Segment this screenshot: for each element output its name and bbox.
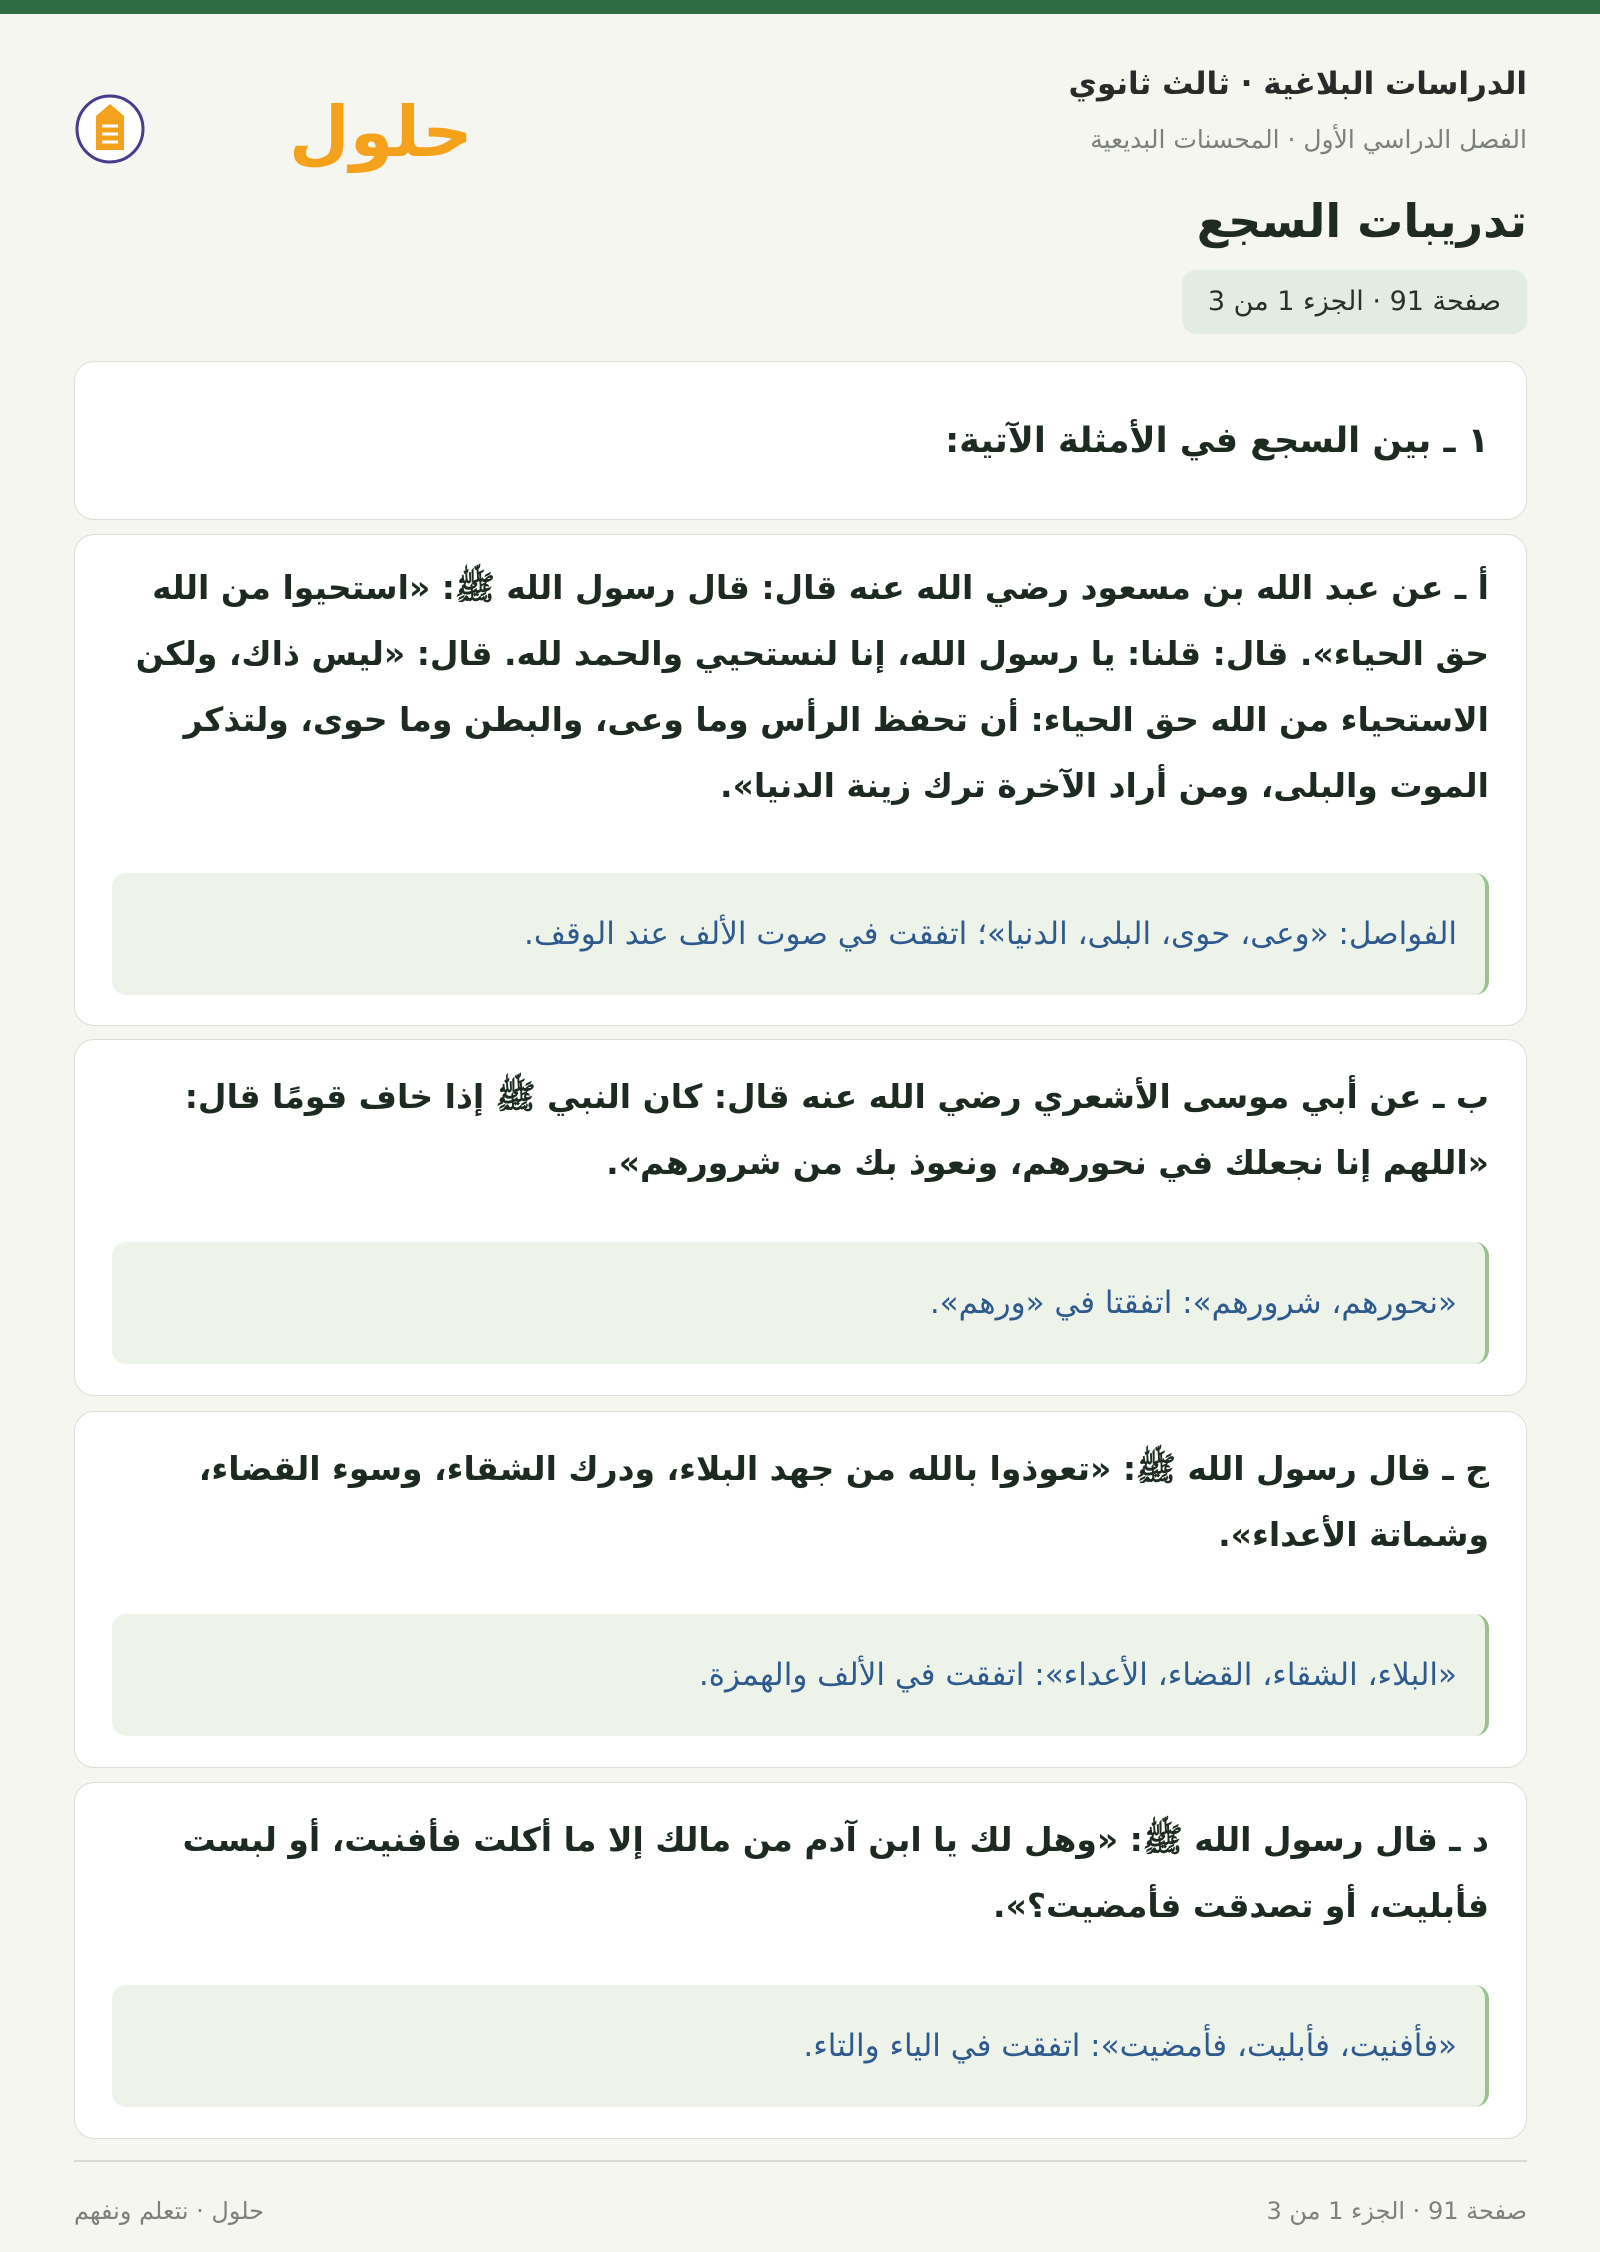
course-title: الدراسات البلاغية · ثالث ثانوي [1068,66,1527,102]
page-badge: صفحة 91 · الجزء 1 من 3 [1182,270,1527,334]
example-card-a [74,534,1527,1026]
answer-note-d: «فأفنيت، فأبليت، فأمضيت»: اتفقت في الياء والتاء. [112,1985,1489,2107]
brand-logo[interactable] [74,74,473,174]
example-text-b: ب ـ عن أبي موسى الأشعري رضي الله عنه قال: كان النبي ﷺ إذا خاف قومًا قال: «اللهم إنا نجعلك في نحورهم، ونعوذ بك من شرورهم». [184,1077,1489,1182]
course-subtitle: الفصل الدراسي الأول · المحسنات البديعية [1090,125,1527,154]
page-title: تدريبات السجع [1196,194,1527,248]
example-text-d: د ـ قال رسول الله ﷺ: «وهل لك يا ابن آدم من مالك إلا ما أكلت فأفنيت، أو لبست فأبليت، أو تصدقت فأمضيت؟». [182,1820,1489,1925]
page-header [74,62,1527,172]
question-prompt: ١ ـ بين السجع في الأمثلة الآتية: [945,421,1489,461]
answer-note-c: «البلاء، الشقاء، القضاء، الأعداء»: اتفقت في الألف والهمزة. [112,1614,1489,1736]
question-card [74,361,1527,520]
header-title-block [1069,62,1527,160]
top-accent-bar [0,0,1600,14]
example-text-c: ج ـ قال رسول الله ﷺ: «تعوذوا بالله من جهد البلاء، ودرك الشقاء، وسوء القضاء، وشماتة الأعداء». [198,1449,1489,1554]
logo-text: حلول [289,91,473,173]
footer-divider [74,2160,1527,2162]
example-card-c [74,1411,1527,1768]
footer-page-info: صفحة 91 · الجزء 1 من 3 [1266,2197,1527,2225]
example-text-a: أ ـ عن عبد الله بن مسعود رضي الله عنه قال: قال رسول الله ﷺ: «استحيوا من الله حق الحياء». قال: قلنا: يا رسول الله، إنا لنستحيي والحمد لله. قال: «ليس ذاك، ولكن الاستحياء من الله حق الحياء: أن تحفظ الرأس وما وعى، والبطن وما حوى، ولتذكر الموت والبلى، ومن أراد الآخرة ترك زينة الدنيا». [135,568,1489,805]
example-card-b [74,1039,1527,1396]
answer-note-b: «نحورهم، شرورهم»: اتفقتا في «ورهم». [112,1242,1489,1364]
example-card-d [74,1782,1527,2139]
logo-mark-icon [74,74,473,174]
answer-note-a: الفواصل: «وعى، حوى، البلى، الدنيا»؛ اتفقت في صوت الألف عند الوقف. [112,873,1489,995]
page-container [74,14,1527,2252]
footer-brand: حلول · نتعلم ونفهم [74,2197,264,2225]
